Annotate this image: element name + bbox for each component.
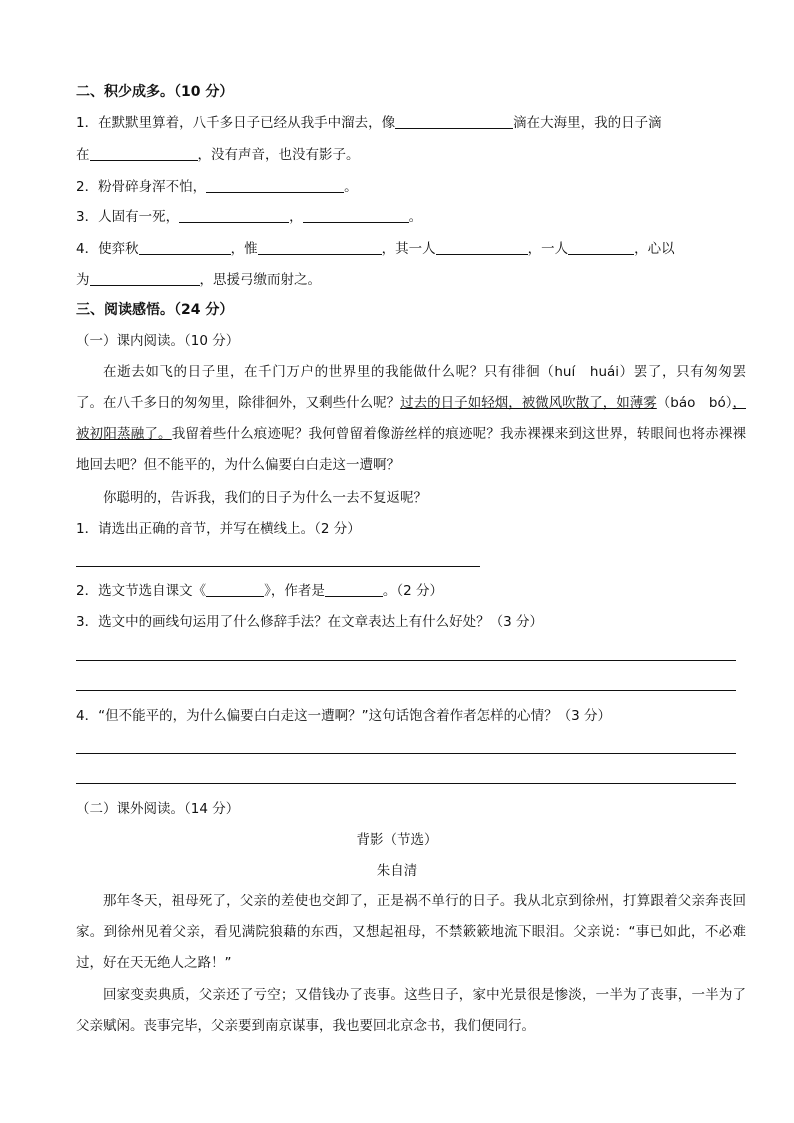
answer-blank[interactable]	[258, 240, 382, 255]
answer-blank[interactable]	[395, 114, 513, 129]
sec2-q4-line1	[76, 239, 675, 259]
part1-q2-text-c: 。（2 分）	[382, 583, 443, 599]
sec2-q4-line2	[76, 270, 321, 290]
answer-line[interactable]	[76, 660, 736, 661]
essay-author: 朱自清	[376, 863, 418, 879]
part1-q3: 3．选文中的画线句运用了什么修辞手法？在文章表达上有什么好处？（3 分）	[76, 614, 543, 630]
pinyin-choice: （báo bó）	[656, 395, 733, 411]
part1-paragraph-2: 你聪明的，告诉我，我们的日子为什么一去不复返呢？	[103, 490, 427, 506]
section-2-heading: 二、积少成多。（10 分）	[76, 84, 234, 100]
part1-paragraph-1	[76, 357, 746, 481]
part1-q2-text-a: 2．选文节选自课文《	[76, 583, 207, 599]
sec2-q3-text-c: 。	[408, 209, 423, 225]
part1-title: （一）课内阅读。（10 分）	[76, 333, 240, 349]
sec2-q3-text-a: 3．人固有一死，	[76, 209, 180, 225]
answer-blank[interactable]	[139, 240, 231, 255]
section-3-heading: 三、阅读感悟。（24 分）	[76, 302, 234, 318]
sec2-q4-text-b: ，惟	[230, 241, 258, 257]
answer-blank[interactable]	[206, 178, 344, 193]
answer-blank[interactable]	[325, 582, 383, 597]
sec2-q3-text-b: ，	[289, 209, 303, 225]
answer-blank[interactable]	[436, 240, 528, 255]
part2-paragraph-1: 那年冬天，祖母死了，父亲的差使也交卸了，正是祸不单行的日子。我从北京到徐州，打算跟着父亲奔丧回家。到徐州见着父亲，看见满院狼藉的东西，又想起祖母，不禁簌簌地流下眼泪。父亲说：“事已如此，不必难过，好在天无绝人之路！”	[76, 893, 746, 971]
part1-q2	[76, 581, 443, 601]
answer-line[interactable]	[76, 566, 480, 567]
sec2-q1-text-b: 滴在大海里，我的日子滴	[513, 115, 662, 131]
sec2-q1-text-c: 在	[76, 147, 90, 163]
sec2-q4-text-d: ，一人	[527, 241, 569, 257]
part2-title: （二）课外阅读。（14 分）	[76, 801, 240, 817]
answer-blank[interactable]	[179, 208, 289, 223]
part1-p1-text-c: 我留着些什么痕迹呢？我何曾留着像游丝样的痕迹呢？我赤裸裸来到这世界，转眼间也将赤裸裸地回去吧？但不能平的，为什么偏要白白走这一遭啊？	[76, 426, 747, 473]
sec2-q1-text-a: 1．在默默里算着，八千多日子已经从我手中溜去，像	[76, 115, 396, 131]
part1-q1: 1．请选出正确的音节，并写在横线上。（2 分）	[76, 521, 361, 537]
answer-blank[interactable]	[90, 271, 200, 286]
essay-title: 背影（节选）	[356, 832, 438, 848]
sec2-q4-text-c: ，其一人	[381, 241, 436, 257]
answer-line[interactable]	[76, 690, 736, 691]
part2-paragraph-2: 回家变卖典质，父亲还了亏空；又借钱办了丧事。这些日子，家中光景很是惨淡，一半为了丧事，一半为了父亲赋闲。丧事完毕，父亲要到南京谋事，我也要回北京念书，我们便同行。	[76, 987, 746, 1034]
answer-blank[interactable]	[206, 582, 264, 597]
part1-q4: 4．“但不能平的，为什么偏要白白走这一遭啊？”这句话饱含着作者怎样的心情？（3 分）	[76, 708, 611, 724]
sec2-q4-text-a: 4．使弈秋	[76, 241, 139, 257]
sec2-q4-text-g: ，思援弓缴而射之。	[199, 272, 321, 288]
underlined-sentence: 过去的日子如轻烟，被微风吹散了，如薄雾	[400, 395, 657, 411]
answer-blank[interactable]	[303, 208, 409, 223]
answer-blank[interactable]	[568, 240, 634, 255]
sec2-q3	[76, 207, 422, 227]
part1-p1-text-a: 在逝去如飞的日子里，在千门万户的世界里的我能做什么呢？只有徘徊（huí huái）罢了，只有匆匆罢了。在八千多日的匆匆里，除徘徊外，又剩些什么呢？	[76, 364, 746, 411]
sec2-q2-text-a: 2．粉骨碎身浑不怕，	[76, 179, 207, 195]
sec2-q1-text-d: ，没有声音，也没有影子。	[197, 147, 360, 163]
sec2-q2	[76, 177, 358, 197]
underlined-sentence-end: ，被初阳蒸融了。	[76, 395, 746, 442]
answer-blank[interactable]	[90, 146, 198, 161]
sec2-q1-line2	[76, 145, 360, 165]
sec2-q1-line1	[76, 113, 662, 133]
sec2-q2-text-b: 。	[344, 179, 358, 195]
answer-line[interactable]	[76, 753, 736, 754]
sec2-q4-text-f: 为	[76, 272, 90, 288]
sec2-q4-text-e: ，心以	[634, 241, 675, 257]
part1-q2-text-b: 》，作者是	[264, 583, 325, 599]
answer-line[interactable]	[76, 783, 736, 784]
